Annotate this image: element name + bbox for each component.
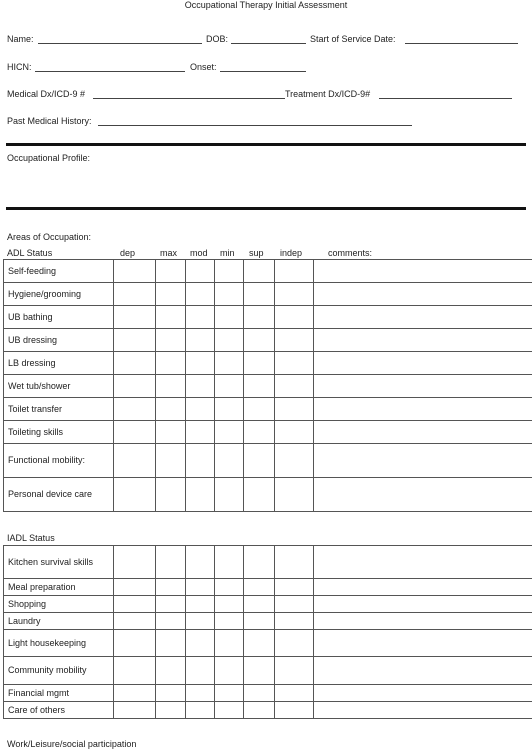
- rating-cell[interactable]: [156, 375, 186, 398]
- past-medical-history-label: Past Medical History:: [7, 116, 92, 126]
- rating-cell[interactable]: [114, 702, 156, 719]
- rating-cell[interactable]: [114, 329, 156, 352]
- rating-cell[interactable]: [156, 613, 186, 630]
- rating-cell[interactable]: [215, 352, 244, 375]
- table-row: [4, 352, 532, 375]
- rating-cell[interactable]: [275, 398, 314, 421]
- rating-cell[interactable]: [275, 478, 314, 512]
- comment-cell[interactable]: [314, 685, 532, 702]
- hicn-label: HICN:: [7, 62, 32, 72]
- table-row: [4, 702, 532, 719]
- iadl-status-label: IADL Status: [7, 533, 55, 543]
- rating-cell[interactable]: [215, 329, 244, 352]
- rating-cell[interactable]: [244, 546, 275, 579]
- row-label: Wet tub/shower: [4, 375, 114, 398]
- column-header-min: min: [220, 248, 235, 258]
- rating-cell[interactable]: [244, 283, 275, 306]
- rating-cell[interactable]: [156, 478, 186, 512]
- table-row: [4, 546, 532, 579]
- rating-cell[interactable]: [156, 630, 186, 657]
- table-row: [4, 260, 532, 283]
- rating-cell[interactable]: [244, 375, 275, 398]
- treatment-dx-label: Treatment Dx/ICD-9#: [285, 89, 371, 99]
- rating-cell[interactable]: [275, 579, 314, 596]
- rating-cell[interactable]: [114, 596, 156, 613]
- rating-cell[interactable]: [275, 444, 314, 478]
- rating-cell[interactable]: [156, 306, 186, 329]
- rating-cell[interactable]: [186, 613, 215, 630]
- rating-cell[interactable]: [156, 685, 186, 702]
- onset-label: Onset:: [190, 62, 217, 72]
- rating-cell[interactable]: [186, 444, 215, 478]
- rating-cell[interactable]: [186, 630, 215, 657]
- table-row: [4, 444, 532, 478]
- rating-cell[interactable]: [114, 421, 156, 444]
- start-of-service-field[interactable]: [405, 43, 518, 44]
- rating-cell[interactable]: [215, 546, 244, 579]
- table-row: [4, 375, 532, 398]
- rating-cell[interactable]: [186, 306, 215, 329]
- comment-cell[interactable]: [314, 579, 532, 596]
- column-header-indep: indep: [280, 248, 303, 258]
- table-row: [4, 579, 532, 596]
- rating-cell[interactable]: [215, 375, 244, 398]
- rating-cell[interactable]: [114, 630, 156, 657]
- rating-cell[interactable]: [215, 702, 244, 719]
- table-row: [4, 685, 532, 702]
- hicn-field[interactable]: [35, 71, 185, 72]
- rating-cell[interactable]: [275, 329, 314, 352]
- comment-cell[interactable]: [314, 283, 532, 306]
- rating-cell[interactable]: [215, 657, 244, 685]
- comment-cell[interactable]: [314, 702, 532, 719]
- rating-cell[interactable]: [244, 329, 275, 352]
- rating-cell[interactable]: [114, 546, 156, 579]
- comment-cell[interactable]: [314, 306, 532, 329]
- rating-cell[interactable]: [186, 352, 215, 375]
- comment-cell[interactable]: [314, 478, 532, 512]
- rating-cell[interactable]: [215, 283, 244, 306]
- rating-cell[interactable]: [244, 702, 275, 719]
- column-header-mod: mod: [190, 248, 208, 258]
- past-medical-history-field[interactable]: [98, 125, 412, 126]
- rating-cell[interactable]: [156, 421, 186, 444]
- section-divider: [6, 207, 526, 210]
- row-label: Light housekeeping: [4, 630, 114, 657]
- table-row: [4, 630, 532, 657]
- rating-cell[interactable]: [186, 579, 215, 596]
- row-label: UB dressing: [4, 329, 114, 352]
- rating-cell[interactable]: [156, 398, 186, 421]
- row-label: Personal device care: [4, 478, 114, 512]
- rating-cell[interactable]: [156, 579, 186, 596]
- work-leisure-label: Work/Leisure/social participation: [7, 739, 137, 749]
- rating-cell[interactable]: [186, 260, 215, 283]
- comment-cell[interactable]: [314, 657, 532, 685]
- rating-cell[interactable]: [244, 352, 275, 375]
- rating-cell[interactable]: [244, 398, 275, 421]
- rating-cell[interactable]: [186, 283, 215, 306]
- rating-cell[interactable]: [215, 478, 244, 512]
- table-row: [4, 657, 532, 685]
- comment-cell[interactable]: [314, 260, 532, 283]
- row-label: UB bathing: [4, 306, 114, 329]
- comment-cell[interactable]: [314, 613, 532, 630]
- rating-cell[interactable]: [215, 579, 244, 596]
- rating-cell[interactable]: [186, 657, 215, 685]
- rating-cell[interactable]: [114, 685, 156, 702]
- table-row: [4, 283, 532, 306]
- rating-cell[interactable]: [244, 260, 275, 283]
- rating-cell[interactable]: [156, 596, 186, 613]
- rating-cell[interactable]: [114, 657, 156, 685]
- table-row: [4, 421, 532, 444]
- rating-cell[interactable]: [275, 630, 314, 657]
- row-label: Kitchen survival skills: [4, 546, 114, 579]
- comment-cell[interactable]: [314, 421, 532, 444]
- rating-cell[interactable]: [114, 613, 156, 630]
- rating-cell[interactable]: [114, 579, 156, 596]
- row-label: Financial mgmt: [4, 685, 114, 702]
- row-label: Care of others: [4, 702, 114, 719]
- rating-cell[interactable]: [156, 702, 186, 719]
- rating-cell[interactable]: [156, 444, 186, 478]
- rating-cell[interactable]: [215, 421, 244, 444]
- rating-cell[interactable]: [114, 398, 156, 421]
- row-label: Shopping: [4, 596, 114, 613]
- comment-cell[interactable]: [314, 398, 532, 421]
- row-label: Toilet transfer: [4, 398, 114, 421]
- rating-cell[interactable]: [275, 546, 314, 579]
- rating-cell[interactable]: [114, 444, 156, 478]
- iadl-status-table: [3, 545, 532, 719]
- rating-cell[interactable]: [244, 421, 275, 444]
- comment-cell[interactable]: [314, 596, 532, 613]
- rating-cell[interactable]: [275, 657, 314, 685]
- rating-cell[interactable]: [275, 685, 314, 702]
- rating-cell[interactable]: [244, 613, 275, 630]
- treatment-dx-field[interactable]: [379, 98, 512, 99]
- rating-cell[interactable]: [215, 398, 244, 421]
- rating-cell[interactable]: [114, 260, 156, 283]
- rating-cell[interactable]: [186, 375, 215, 398]
- rating-cell[interactable]: [186, 421, 215, 444]
- comment-cell[interactable]: [314, 444, 532, 478]
- rating-cell[interactable]: [215, 260, 244, 283]
- rating-cell[interactable]: [275, 613, 314, 630]
- occupational-profile-label: Occupational Profile:: [7, 153, 91, 163]
- row-label: Community mobility: [4, 657, 114, 685]
- name-field[interactable]: [38, 43, 202, 44]
- section-divider: [6, 143, 526, 146]
- medical-dx-label: Medical Dx/ICD-9 #: [7, 89, 86, 99]
- rating-cell[interactable]: [186, 685, 215, 702]
- table-row: [4, 478, 532, 512]
- rating-cell[interactable]: [215, 596, 244, 613]
- rating-cell[interactable]: [186, 546, 215, 579]
- rating-cell[interactable]: [215, 630, 244, 657]
- row-label: Functional mobility:: [4, 444, 114, 478]
- table-row: [4, 398, 532, 421]
- comment-cell[interactable]: [314, 375, 532, 398]
- comment-cell[interactable]: [314, 352, 532, 375]
- adl-status-table: [3, 259, 532, 512]
- column-header-dep: dep: [120, 248, 136, 258]
- row-label: Toileting skills: [4, 421, 114, 444]
- start-of-service-label: Start of Service Date:: [310, 34, 396, 44]
- dob-label: DOB:: [206, 34, 229, 44]
- column-header-comments: comments:: [328, 248, 373, 258]
- adl-status-label: ADL Status: [7, 248, 53, 258]
- rating-cell[interactable]: [156, 329, 186, 352]
- dob-field[interactable]: [231, 43, 306, 44]
- rating-cell[interactable]: [275, 260, 314, 283]
- rating-cell[interactable]: [114, 283, 156, 306]
- table-row: [4, 306, 532, 329]
- table-row: [4, 596, 532, 613]
- rating-cell[interactable]: [186, 478, 215, 512]
- rating-cell[interactable]: [215, 685, 244, 702]
- row-label: Meal preparation: [4, 579, 114, 596]
- rating-cell[interactable]: [186, 702, 215, 719]
- rating-cell[interactable]: [156, 283, 186, 306]
- name-label: Name:: [7, 34, 34, 44]
- rating-cell[interactable]: [114, 306, 156, 329]
- rating-cell[interactable]: [275, 702, 314, 719]
- rating-cell[interactable]: [186, 596, 215, 613]
- medical-dx-field[interactable]: [93, 98, 285, 99]
- rating-cell[interactable]: [156, 546, 186, 579]
- column-header-max: max: [160, 248, 178, 258]
- rating-cell[interactable]: [244, 657, 275, 685]
- rating-cell[interactable]: [114, 478, 156, 512]
- rating-cell[interactable]: [275, 283, 314, 306]
- rating-cell[interactable]: [156, 352, 186, 375]
- row-label: Hygiene/grooming: [4, 283, 114, 306]
- comment-cell[interactable]: [314, 546, 532, 579]
- rating-cell[interactable]: [215, 613, 244, 630]
- rating-cell[interactable]: [275, 596, 314, 613]
- rating-cell[interactable]: [156, 260, 186, 283]
- rating-cell[interactable]: [244, 596, 275, 613]
- row-label: Self-feeding: [4, 260, 114, 283]
- rating-cell[interactable]: [215, 444, 244, 478]
- rating-cell[interactable]: [114, 375, 156, 398]
- rating-cell[interactable]: [215, 306, 244, 329]
- rating-cell[interactable]: [275, 352, 314, 375]
- comment-cell[interactable]: [314, 630, 532, 657]
- row-label: Laundry: [4, 613, 114, 630]
- table-row: [4, 613, 532, 630]
- comment-cell[interactable]: [314, 329, 532, 352]
- rating-cell[interactable]: [275, 306, 314, 329]
- table-row: [4, 329, 532, 352]
- rating-cell[interactable]: [244, 444, 275, 478]
- areas-of-occupation-label: Areas of Occupation:: [7, 232, 92, 242]
- rating-cell[interactable]: [244, 579, 275, 596]
- rating-cell[interactable]: [244, 685, 275, 702]
- rating-cell[interactable]: [275, 375, 314, 398]
- rating-cell[interactable]: [244, 478, 275, 512]
- column-header-sup: sup: [249, 248, 264, 258]
- rating-cell[interactable]: [186, 398, 215, 421]
- rating-cell[interactable]: [275, 421, 314, 444]
- form-title: Occupational Therapy Initial Assessment: [184, 0, 348, 10]
- rating-cell[interactable]: [244, 306, 275, 329]
- rating-cell[interactable]: [156, 657, 186, 685]
- rating-cell[interactable]: [186, 329, 215, 352]
- rating-cell[interactable]: [114, 352, 156, 375]
- rating-cell[interactable]: [244, 630, 275, 657]
- onset-field[interactable]: [220, 71, 306, 72]
- row-label: LB dressing: [4, 352, 114, 375]
